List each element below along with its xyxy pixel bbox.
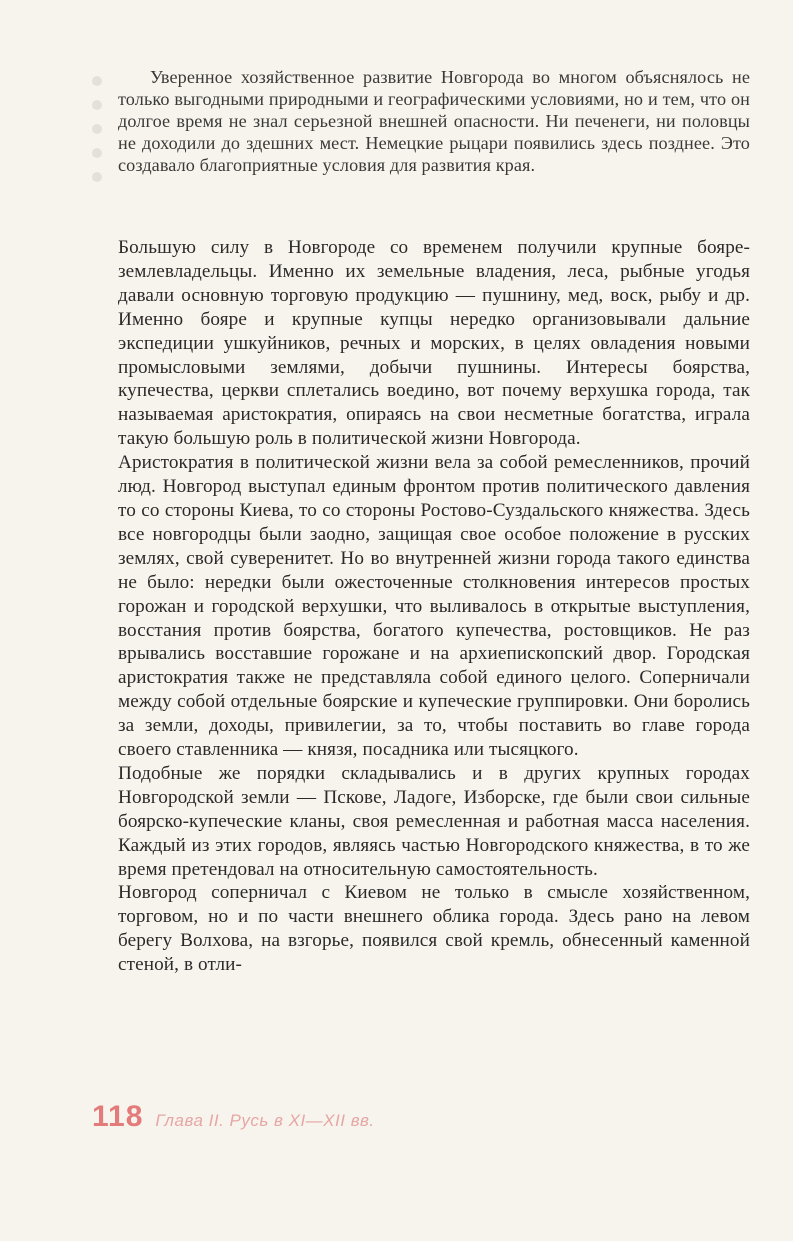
dot-icon	[92, 124, 102, 134]
dot-icon	[92, 76, 102, 86]
body-paragraph: Подобные же порядки складывались и в других крупных городах Новгородской земли — Пскове, Ладоге, Изборске, где были свои сильные боярско-купеческие кланы, своя ремесленная и работная масса населения. Каждый из этих городов, являясь частью Новгородского княжества, в то же время претендовал на относительную самостоятельность.	[118, 762, 750, 880]
page-number: 118	[92, 1100, 144, 1133]
body-paragraph: Большую силу в Новгороде со временем получили крупные бояре-землевладельцы. Именно их земельные владения, леса, рыбные угодья давали основную торговую продукцию — пушнину, мед, воск, рыбу и др. Именно бояре и крупные купцы нередко организовывали дальние экспедиции ушкуйников, речных и морских, в целях овладения новыми промысловыми землями, добычи пушнины. Интересы боярства, купечества, церкви сплетались воедино, вот почему верхушка города, так называемая аристократия, опираясь на свои несметные богатства, играла такую большую роль в политической жизни Новгорода.	[118, 237, 750, 450]
dot-icon	[92, 148, 102, 158]
body-paragraph: Новгород соперничал с Киевом не только в смысле хозяйственном, торговом, но и по части внешнего облика города. Здесь рано на левом берегу Волхова, на взгорье, появился свой кремль, обнесенный каменной стеной, в отли-	[118, 882, 750, 976]
intro-block	[118, 66, 750, 176]
intro-paragraph: Уверенное хозяйственное развитие Новгорода во многом объяснялось не только выгодными природными и географическими условиями, но и тем, что он долгое время не знал серьезной внешней опасности. Ни печенеги, ни половцы не доходили до здешних мест. Немецкие рыцари появились здесь позднее. Это создавало благоприятные условия для развития края.	[118, 67, 750, 175]
dot-icon	[92, 100, 102, 110]
body-paragraph: Аристократия в политической жизни вела за собой ремесленников, прочий люд. Новгород выступал единым фронтом против политического давления то со стороны Киева, то со стороны Ростово-Суздальского княжества. Здесь все новгородцы были заодно, защищая свое особое положение в русских землях, свой суверенитет. Но во внутренней жизни города такого единства не было: нередки были ожесточенные столкновения интересов простых горожан и городской верхушки, что выливалось в открытые выступления, восстания против боярства, богатого купечества, ростовщиков. Не раз врывались восставшие горожане и на архиепископский двор. Городская аристократия также не представляла собой единого целого. Соперничали между собой отдельные боярские и купеческие группировки. Они боролись за земли, доходы, привилегии, за то, чтобы поставить во главе города своего ставленника — князя, посадника или тысяцкого.	[118, 452, 750, 761]
page-footer	[92, 1100, 375, 1134]
main-text	[118, 236, 750, 977]
dot-icon	[92, 172, 102, 182]
margin-dots-decoration	[92, 76, 106, 204]
chapter-title: Глава II. Русь в XI—XII вв.	[155, 1111, 375, 1130]
